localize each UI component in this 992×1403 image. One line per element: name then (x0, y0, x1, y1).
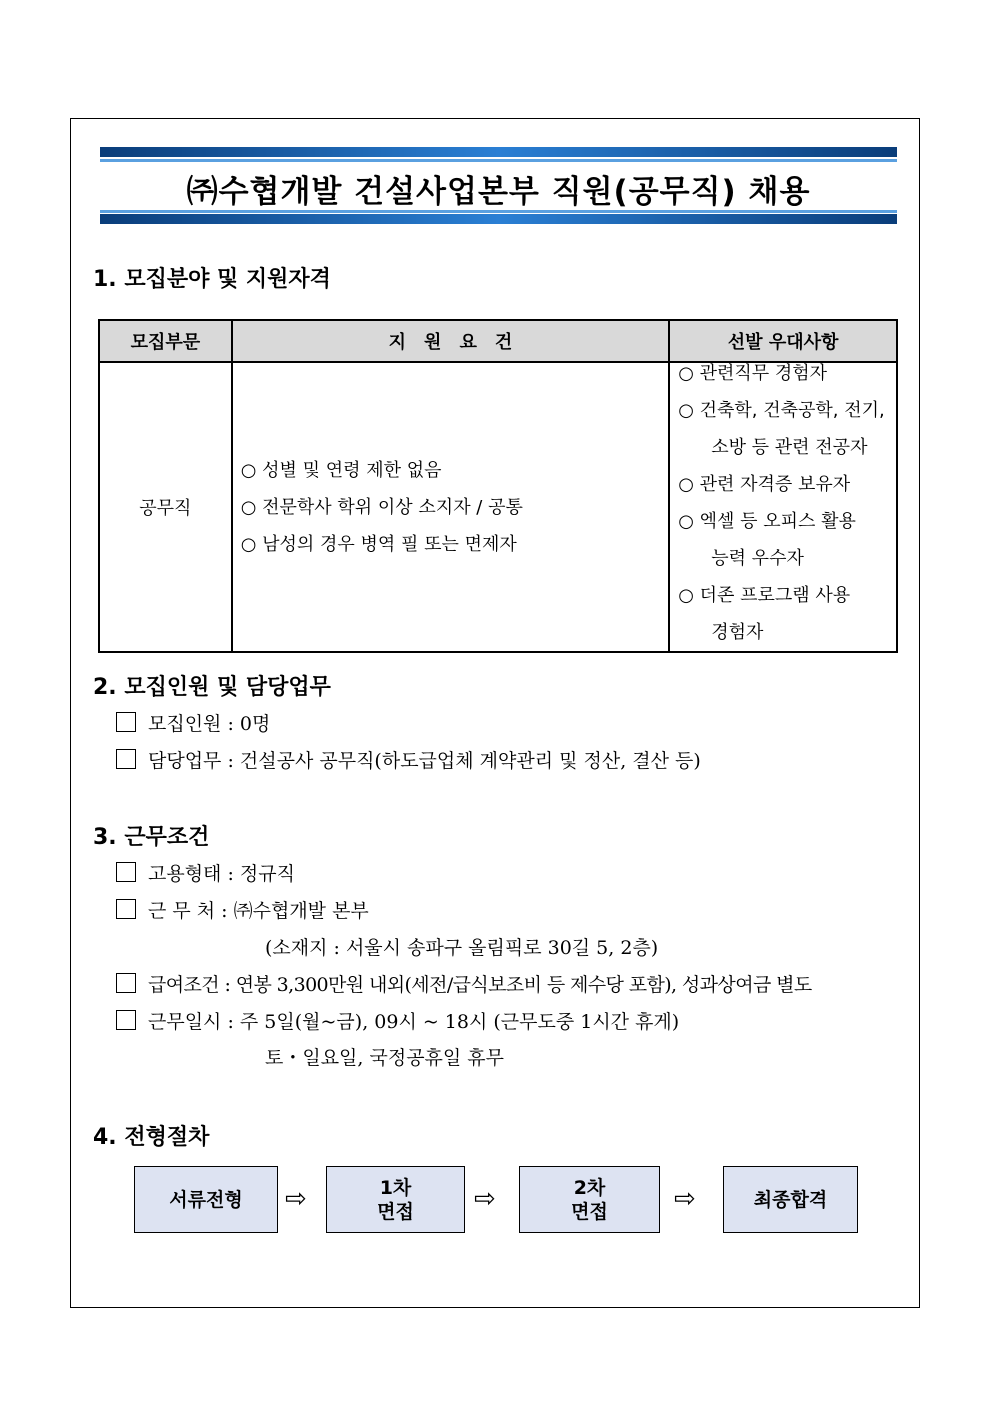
header-preferences: 선발 우대사항 (669, 320, 897, 362)
step-label: 1차 (379, 1176, 412, 1199)
arrow-right-icon: ⇨ (285, 1184, 307, 1214)
duty-row (116, 746, 701, 773)
item-value: 0명 (239, 713, 271, 735)
item-label: 고용형태 : (148, 863, 240, 885)
recruit-count-row (116, 709, 270, 736)
checkbox-icon (116, 712, 136, 732)
preference-item: 경험자 (711, 622, 764, 643)
arrow-right-icon: ⇨ (474, 1184, 496, 1214)
section4-heading: 4. 전형절차 (93, 1125, 210, 1150)
section2-heading: 2. 모집인원 및 담당업무 (93, 675, 331, 700)
title-band-bottom-thin (100, 210, 897, 213)
work-hours-row (116, 1007, 679, 1034)
item-value: ㈜수협개발 본부 (233, 900, 369, 922)
step-second-interview (519, 1166, 660, 1233)
checkbox-icon (116, 749, 136, 769)
item-value: 정규직 (239, 863, 295, 885)
preference-item: 소방 등 관련 전공자 (711, 437, 868, 458)
arrow-right-icon: ⇨ (674, 1184, 696, 1214)
requirements-cell (232, 362, 669, 652)
step-label: 2차 (573, 1176, 606, 1199)
preference-item: ○ 건축학, 건축공학, 전기, (678, 400, 885, 421)
item-value: 연봉 3,300만원 내외(세전/급식보조비 등 제수당 포함), 성과상여금 별도 (235, 974, 812, 996)
requirement-item: ○ 남성의 경우 병역 필 또는 면제자 (240, 533, 517, 555)
title-band-top-thin (100, 159, 897, 162)
step-final-pass (723, 1166, 858, 1233)
item-value: 건설공사 공무직(하도급업체 계약관리 및 정산, 결산 등) (239, 750, 701, 772)
item-label: 근무일시 : (148, 1011, 240, 1033)
salary-row (116, 970, 812, 997)
item-value: 주 5일(월~금), 09시 ~ 18시 (근무도중 1시간 휴게) (239, 1011, 680, 1033)
preference-item: ○ 관련 자격증 보유자 (678, 474, 851, 495)
step-label: 면접 (377, 1200, 414, 1223)
checkbox-icon (116, 973, 136, 993)
checkbox-icon (116, 1010, 136, 1030)
section3-heading: 3. 근무조건 (93, 825, 210, 850)
workplace-row (116, 896, 369, 923)
holidays-text: 토・일요일, 국정공휴일 휴무 (265, 1047, 505, 1069)
title-band-top (100, 147, 897, 157)
checkbox-icon (116, 899, 136, 919)
header-requirements: 지 원 요 건 (232, 320, 669, 362)
item-label: 근 무 처 : (148, 900, 234, 922)
title-band-bottom (100, 214, 897, 224)
requirements-table (98, 319, 898, 653)
requirement-item: ○ 성별 및 연령 제한 없음 (240, 459, 442, 481)
requirement-item: ○ 전문학사 학위 이상 소지자 / 공통 (240, 496, 523, 518)
header-category: 모집부문 (99, 320, 232, 362)
employment-type-row (116, 859, 295, 886)
step-label: 면접 (571, 1200, 608, 1223)
item-label: 급여조건 : (148, 974, 236, 996)
preference-item: ○ 더존 프로그램 사용 (678, 585, 851, 606)
checkbox-icon (116, 862, 136, 882)
preference-item: ○ 엑셀 등 오피스 활용 (678, 511, 856, 532)
preference-item: ○ 관련직무 경험자 (678, 363, 828, 384)
item-label: 모집인원 : (148, 713, 240, 735)
step-first-interview (326, 1166, 465, 1233)
preferences-cell (669, 362, 897, 652)
preference-item: 능력 우수자 (711, 548, 804, 569)
step-document-screening (134, 1166, 278, 1233)
step-label: 서류전형 (169, 1188, 243, 1211)
page-title: ㈜수협개발 건설사업본부 직원(공무직) 채용 (186, 174, 811, 210)
category-cell: 공무직 (99, 362, 232, 652)
item-label: 담당업무 : (148, 750, 240, 772)
step-label: 최종합격 (753, 1188, 828, 1211)
section1-heading: 1. 모집분야 및 지원자격 (93, 267, 331, 292)
workplace-address: (소재지 : 서울시 송파구 올림픽로 30길 5, 2층) (265, 937, 659, 959)
